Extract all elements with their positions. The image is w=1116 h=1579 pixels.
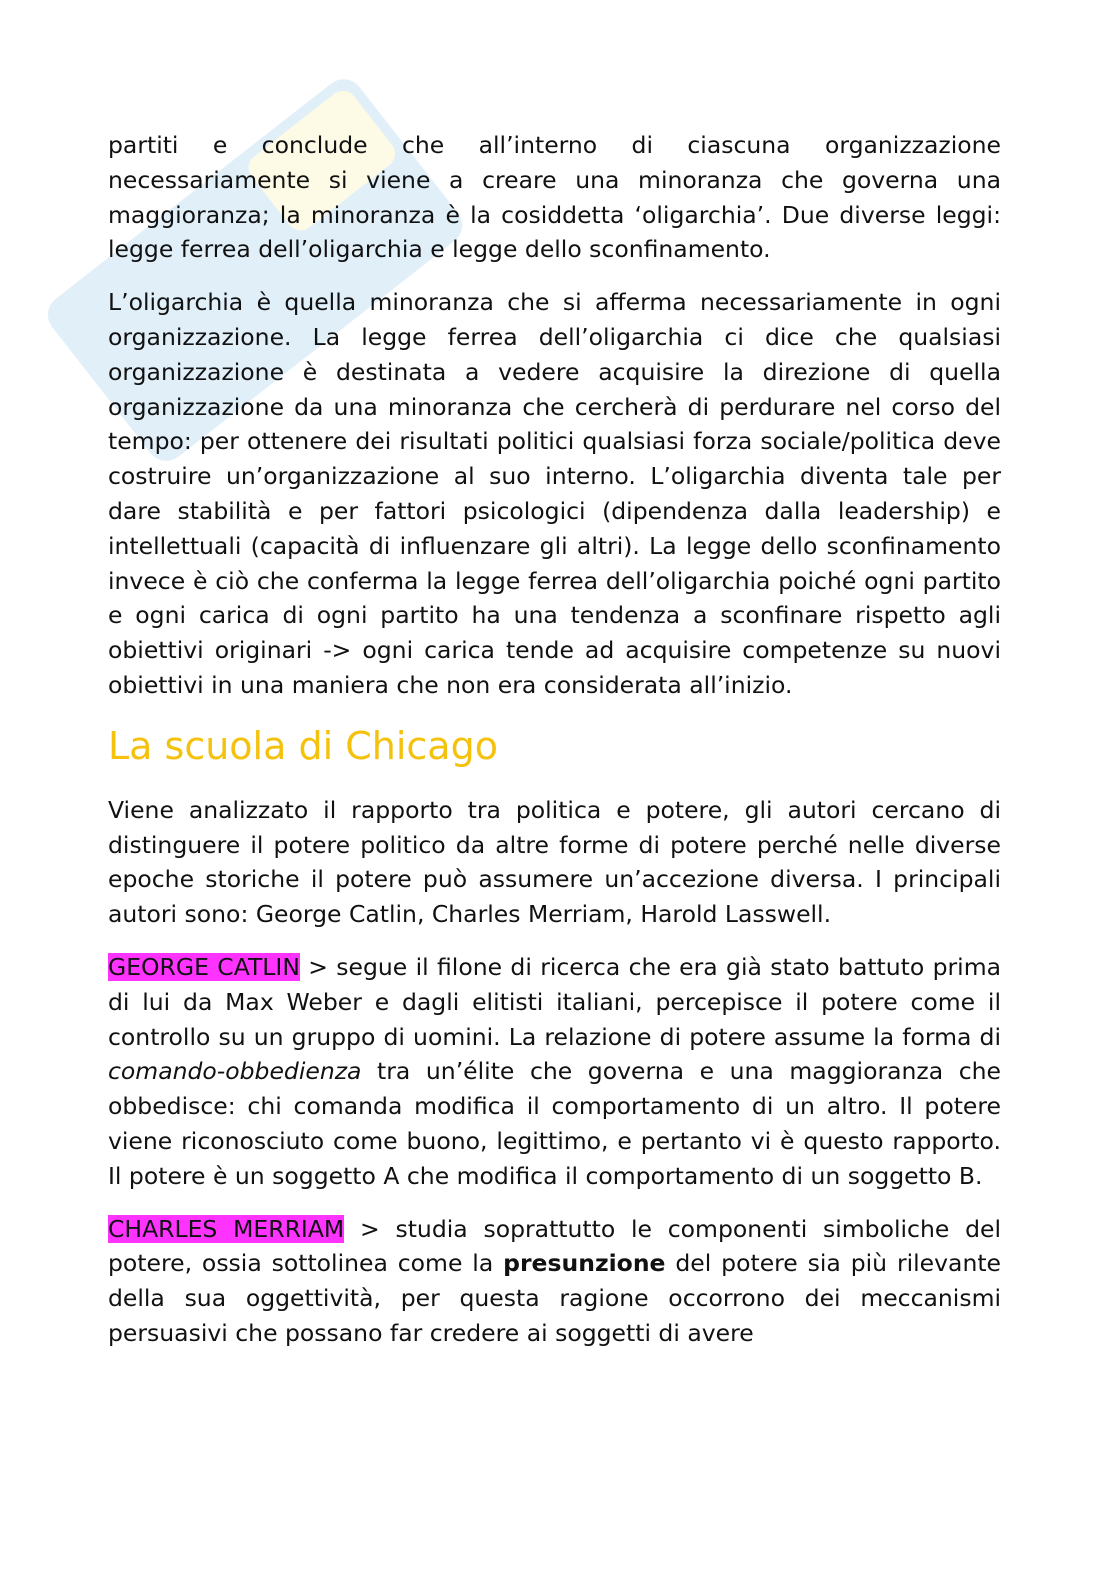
highlight-catlin: GEORGE CATLIN [108,952,300,981]
merriam-text-1: > studia soprattutto le componenti simboliche del potere, ossia sottolinea come la [108,1214,1002,1278]
merriam-bold: presunzione [503,1249,666,1278]
paragraph-intro: Viene analizzato il rapporto tra politica e potere, gli autori cercano di distinguere il potere politico da altre forme di potere perché nelle diverse epoche storiche il potere può assumere un’accezione diversa. I principali autori sono: George Catlin, Charles Merriam, Harold Lasswell. [108,795,1001,929]
catlin-text-1: > segue il filone di ricerca che era già stato battuto prima di lui da Max Weber e dagli elitisti italiani, percepisce il potere come il controllo su un gruppo di uomini. La relazione di potere assume la forma di [108,952,1001,1051]
merriam-text-2: del potere sia più rilevante della sua oggettività, per questa ragione occorrono dei meccanismi persuasivi che possano far credere ai soggetti di avere [108,1249,1002,1347]
paragraph-2: L’oligarchia è quella minoranza che si afferma necessariamente in ogni organizzazione. La legge ferrea dell’oligarchia ci dice che qualsiasi organizzazione è destinata a vedere acquisire la direzione di quella organizzazione da una minoranza che cercherà di perdurare nel corso del tempo: per ottenere dei risultati politici qualsiasi forza sociale/politica deve costruire un’organizzazione al suo interno. L’oligarchia diventa tale per dare stabilità e per fattori psicologici (dipendenza dalla leadership) e intellettuali (capacità di influenzare gli altri). La legge dello sconfinamento invece è ciò che conferma la legge ferrea dell’oligarchia poiché ogni partito e ogni carica di ogni partito ha una tendenza a sconfinare rispetto agli obiettivi originari -> ogni carica tende ad acquisire competenze su nuovi obiettivi in una maniera che non era considerata all’inizio. [108,288,1001,699]
paragraph-merriam [108,1212,1001,1351]
document-body [108,128,1001,1369]
catlin-text-2: tra un’élite che governa e una maggioranza che obbedisce: chi comanda modifica il comportamento di un altro. Il potere viene riconosciuto come buono, legittimo, e pertanto vi è questo rapporto. Il potere è un soggetto A che modifica il comportamento di un soggetto B. [108,1057,1001,1190]
paragraph-catlin [108,950,1001,1194]
section-heading: La scuola di Chicago [108,723,498,768]
highlight-merriam: CHARLES MERRIAM [108,1214,345,1243]
paragraph-1: partiti e conclude che all’interno di ciascuna organizzazione necessariamente si viene a creare una minoranza che governa una maggioranza; la minoranza è la cosiddetta ‘oligarchia’. Due diverse leggi: legge ferrea dell’oligarchia e legge dello sconfinamento. [108,131,1001,264]
catlin-italic: comando-obbedienza [108,1057,362,1086]
